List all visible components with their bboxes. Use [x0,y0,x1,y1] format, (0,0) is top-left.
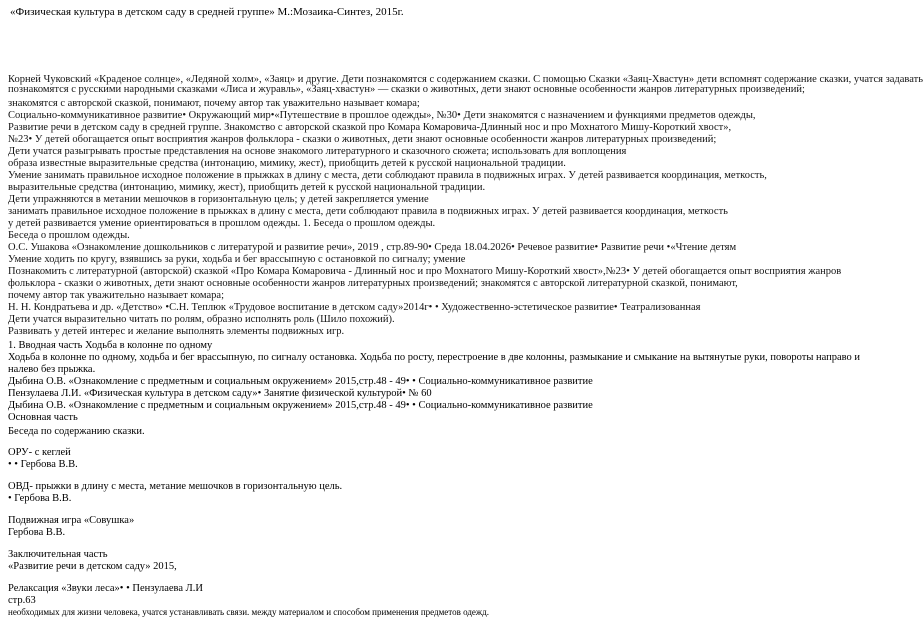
overlap-line: Беседа о прошлом одежды. [8,230,130,241]
intro-part: 1. Вводная часть Ходьба в колонне по одному [8,340,213,351]
main-part-heading: Основная часть [8,412,78,423]
overlap-line: фольклора - сказки о животных, дети знают основные особенности жанров литературных произведений; знакомятся с авторской литературной сказкой, понимают, [8,278,738,289]
overlap-line: знакомятся с авторской сказкой, понимают, почему автор так уважительно называет комара; [8,98,420,109]
relaxation: Релаксация «Звуки леса»• • Пензулаева Л.И [8,583,203,594]
overlap-line: почему автор так уважительно называет комара; [8,290,224,301]
overlap-line: Н. Н. Кондратьева и др. «Детство» •С.Н. Теплюк «Трудовое воспитание в детском саду»2014г• • Художественно-эстетическое развитие• Театрализованная [8,302,701,313]
source-penzulaeva: Пензулаева Л.И. «Физическая культура в детском саду»• Занятие физической культурой• № 60 [8,388,432,399]
overlap-line: Дети учатся выразительно читать по ролям, образно исполнять роль (Шило похожий). [8,314,395,325]
overlap-line: Развивать у детей интерес и желание выполнять элементы подвижных игр. [8,326,345,337]
document-header: «Физическая культура в детском саду в средней группе» М.:Мозаика-Синтез, 2015г. [10,6,404,18]
book-speech: «Развитие речи в детском саду» 2015, [8,561,177,572]
overlap-line: у детей развивается умение ориентироваться в прошлом одежды. 1. Беседа о прошлом одежды. [8,218,436,229]
overlap-line: Развитие речи в детском саду в средней группе. Знакомство с авторской сказкой про Комара Комаровича-Длинный нос и про Мохнатого Мишу-Короткий хвост», [8,122,732,133]
overlap-line: О.С. Ушакова «Ознакомление дошкольников с литературой и развитие речи», 2019 , стр.89-90• Среда 18.04.2026• Речевое развитие• Развитие речи •«Чтение детям [8,242,737,253]
overlap-line: Умение ходить по кругу, взявшись за руки, ходьба и бег врассыпную с остановкой по сигналу; умение [8,254,466,265]
overlap-line: Умение занимать правильное исходное положение в прыжках в длину с места, дети соблюдают правила в подвижных играх. У детей развивается координация, меткость, [8,170,767,181]
overlap-line: №23• У детей обогащается опыт восприятия жанров фольклора - сказки о животных, дети знают основные особенности жанров литературных произведений; [8,134,717,145]
author-penzulaeva: необходимых для жизни человека, учатся устанавливать связи. между материалом и способом применения предметов одежд. [8,607,489,617]
author-gerbova: • • Гербова В.В. [8,459,78,470]
oru-skittle: ОРУ- с кеглей [8,447,71,458]
source-dybina-2: Дыбина О.В. «Ознакомление с предметным и социальным окружением» 2015,стр.48 - 49• • Социально-коммуникативное развитие [8,400,593,411]
overlap-line: Корней Чуковский «Краденое солнце», «Ледяной холм», «Заяц» и другие. Дети познакомятся с содержанием сказки. С помощью Сказки «Заяц-Хвастун» дети вспомнят содержание сказки, учатся задавать [8,74,923,85]
story-discussion: Беседа по содержанию сказки. [8,426,145,437]
final-part: Заключительная часть [8,549,108,560]
overlap-line: Познакомить с литературной (авторской) сказкой «Про Комара Комаровича - Длинный нос и про Мохнатого Мишу-Короткий хвост»,№23• У детей обогащается опыт восприятия жанров [8,266,842,277]
author-gerbova-2: • Гербова В.В. [8,493,72,504]
game-sovushka: Подвижная игра «Совушка» [8,515,135,526]
walking-desc-cont: налево без прыжка. [8,364,96,375]
overlap-line: образа известные выразительные средства (интонацию, мимику, жест), приобщить детей к русской национальной традиции. [8,158,566,169]
overlap-line: познакомятся с русскими народными сказками «Лиса и журавль», «Заяц-хвастун» — сказки о животных, дети знают основные особенности жанров литературных произведений; [8,84,805,95]
walking-desc: Ходьба в колонне по одному, ходьба и бег врассыпную, по сигналу остановка. Ходьба по росту, перестроение в две колонны, размыкание и смыкание на вытянутые руки, повороты направо и [8,352,861,363]
overlap-line: выразительные средства (интонацию, мимику, жест), приобщить детей к русской национальной традиции. [8,182,486,193]
page-ref: стр.63 [8,595,36,606]
overlap-line: Дети упражняются в метании мешочков в горизонтальную цель; у детей закрепляется умение [8,194,429,205]
source-dybina: Дыбина О.В. «Ознакомление с предметным и социальным окружением» 2015,стр.48 - 49• • Социально-коммуникативное развитие [8,376,593,387]
author-gerbova-3: Гербова В.В. [8,527,66,538]
overlap-line: Дети учатся разыгрывать простые представления на основе знакомого литературного и сказочного сюжета; использовать для воплощения [8,146,627,157]
overlap-line: Социально-коммуникативное развитие• Окружающий мир•«Путешествие в прошлое одежды», №30• Дети знакомятся с назначением и функциями предметов одежды, [8,110,756,121]
ovd-jumps: ОВД- прыжки в длину с места, метание мешочков в горизонтальную цель. [8,481,343,492]
overlap-line: занимать правильное исходное положение в прыжках в длину с места, дети соблюдают правила в подвижных играх. У детей развивается координация, меткость [8,206,728,217]
